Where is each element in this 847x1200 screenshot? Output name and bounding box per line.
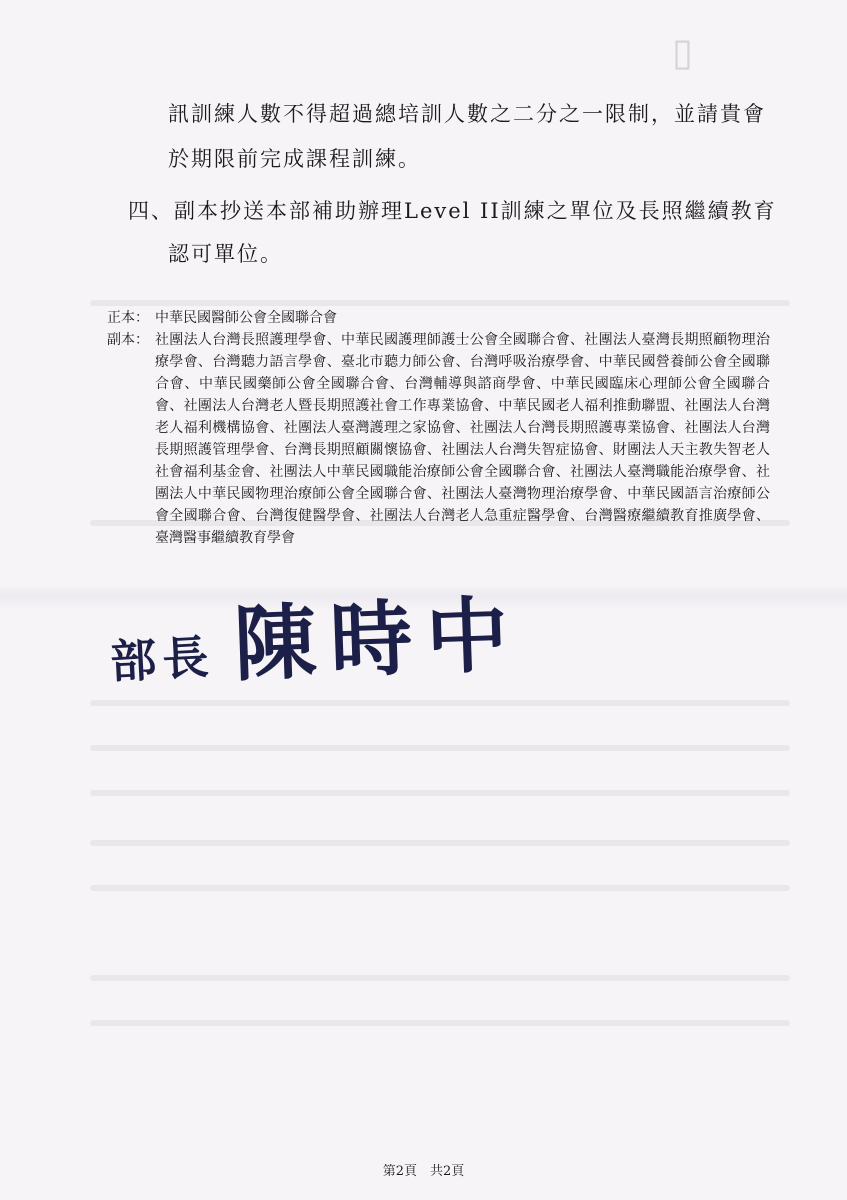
show-through-line [90, 700, 790, 706]
show-through-line [90, 1020, 790, 1026]
minister-name: 陳時中 [232, 586, 524, 693]
copy-recipient-label: 副本： [107, 332, 149, 348]
original-recipient-text: 中華民國醫師公會全國聯合會 [155, 310, 337, 326]
minister-title: 部長 [109, 629, 216, 690]
body-line-2: 於期限前完成課程訓練。 [168, 147, 421, 171]
copy-recipient-text: 社團法人台灣長照護理學會、中華民國護理師護士公會全國聯合會、社團法人臺灣長期照顧物理治療學會、台灣聽力語言學會、臺北市聽力師公會、台灣呼吸治療學會、中華民國營養師公會全國聯合會、中華民國藥師公會全國聯合會、台灣輔導與諮商學會、中華民國臨床心理師公會全國聯合會、社團法人台灣老人暨長期照護社會工作專業協會、中華民國老人福利推動聯盟、社團法人台灣老人福利機構協會、社團法人臺灣護理之家協會、社團法人台灣長期照護專業協會、社團法人台灣長期照護管理學會、台灣長期照顧關懷協會、社團法人台灣失智症協會、財團法人天主教失智老人社會福利基金會、社團法人中華民國職能治療師公會全國聯合會、社團法人臺灣職能治療學會、社團法人中華民國物理治療師公會全國聯合會、社團法人臺灣物理治療學會、中華民國語言治療師公會全國聯合會、台灣復健醫學會、社團法人台灣老人急重症醫學會、台灣醫療繼續教育推廣學會、臺灣醫事繼續教育學會 [155, 332, 770, 546]
show-through-line [90, 790, 790, 796]
page-number: 第2頁 共2頁 [382, 1164, 465, 1179]
show-through-line [90, 840, 790, 846]
show-through-line [90, 885, 790, 891]
show-through-line [90, 975, 790, 981]
item-four-line-2: 認可單位。 [168, 242, 283, 266]
item-four-line-1: 四、副本抄送本部補助辦理Level II訓練之單位及長照繼續教育 [128, 199, 777, 223]
show-through-line [90, 745, 790, 751]
show-through-mark: ▯ [672, 30, 693, 74]
body-line-1: 訊訓練人數不得超過總培訓人數之二分之一限制，並請貴會 [168, 102, 766, 126]
show-through-line [90, 300, 790, 306]
minister-signature [109, 575, 524, 693]
original-recipient-label: 正本： [107, 310, 149, 326]
